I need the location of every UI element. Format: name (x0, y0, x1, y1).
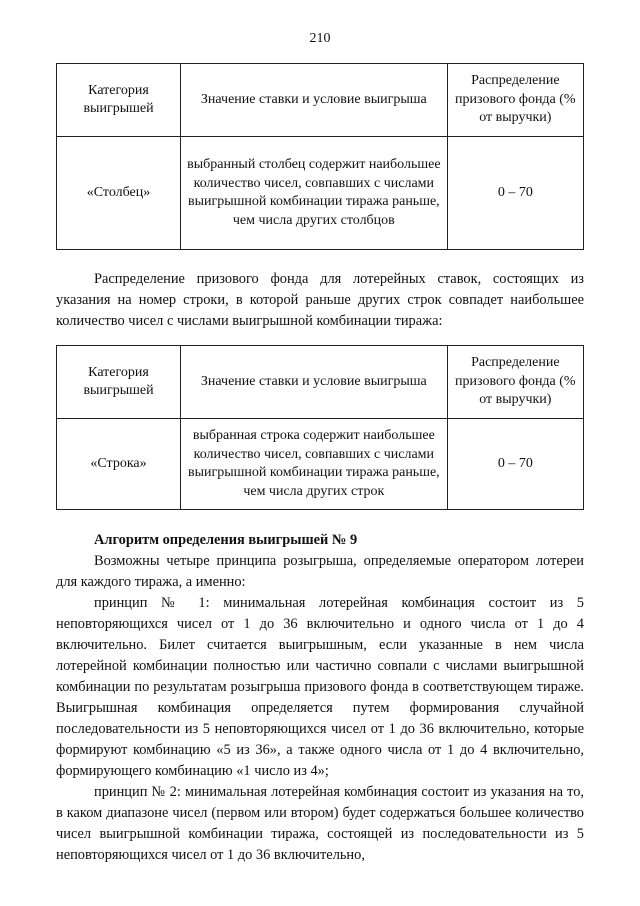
header-distribution: Распределение призового фонда (% от выручки) (447, 64, 583, 137)
page-number: 210 (309, 31, 331, 46)
header-category: Категория выигрышей (57, 64, 181, 137)
table-header-row (57, 64, 584, 137)
header-condition: Значение ставки и условие выигрыша (181, 346, 448, 419)
table-row (57, 419, 584, 510)
row-condition: выбранный столбец содержит наибольшее количество чисел, совпавших с числами выигрышной комбинации тиража раньше, чем числа других столбцов (181, 137, 448, 250)
row-category: «Строка» (57, 419, 181, 510)
row-category: «Столбец» (57, 137, 181, 250)
row-distribution: 0 – 70 (447, 419, 583, 510)
principle-1: принцип № 1: минимальная лотерейная комбинация состоит из 5 неповторяющихся чисел от 1 до 36 включительно и одного числа от 1 до 4 включительно. Билет считается выигрышным, если указанные в нем числа лотерейной комбинации полностью или частично совпали с числами выигрышной комбинации по результатам розыгрыша призового фонда в соответствующем тираже. Выигрышная комбинация определяется путем формирования случайной последовательности из 5 неповторяющихся чисел от 1 до 36 включительно, которые формируют комбинацию «5 из 36», а также одного числа от 1 до 4 включительно, формирующего комбинацию «1 число из 4»; (56, 595, 584, 779)
row-condition: выбранная строка содержит наибольшее количество чисел, совпавших с числами выигрышной комбинации тиража раньше, чем числа других строк (181, 419, 448, 510)
header-distribution: Распределение призового фонда (% от выручки) (447, 346, 583, 419)
table-row (57, 137, 584, 250)
prize-table-row (56, 345, 584, 510)
principle-2: принцип № 2: минимальная лотерейная комбинация состоит из указания на то, в каком диапазоне чисел (первом или втором) будет содержаться большее количество чисел выигрышной комбинации тиража, состоящей из последовательности из 5 неповторяющихся чисел от 1 до 36 включительно, (56, 784, 584, 863)
algorithm-title: Алгоритм определения выигрышей № 9 (94, 532, 358, 548)
row-distribution: 0 – 70 (447, 137, 583, 250)
algorithm-intro: Возможны четыре принципа розыгрыша, определяемые оператором лотереи для каждого тиража, а именно: (56, 553, 584, 590)
table-header-row (57, 346, 584, 419)
header-category: Категория выигрышей (57, 346, 181, 419)
prize-table-column (56, 63, 584, 250)
algorithm-body (56, 551, 584, 866)
header-condition: Значение ставки и условие выигрыша (181, 64, 448, 137)
row-distribution-intro: Распределение призового фонда для лотерейных ставок, состоящих из указания на номер строки, в которой раньше других строк совпадет наибольшее количество чисел с числами выигрышной комбинации тиража: (56, 271, 584, 329)
